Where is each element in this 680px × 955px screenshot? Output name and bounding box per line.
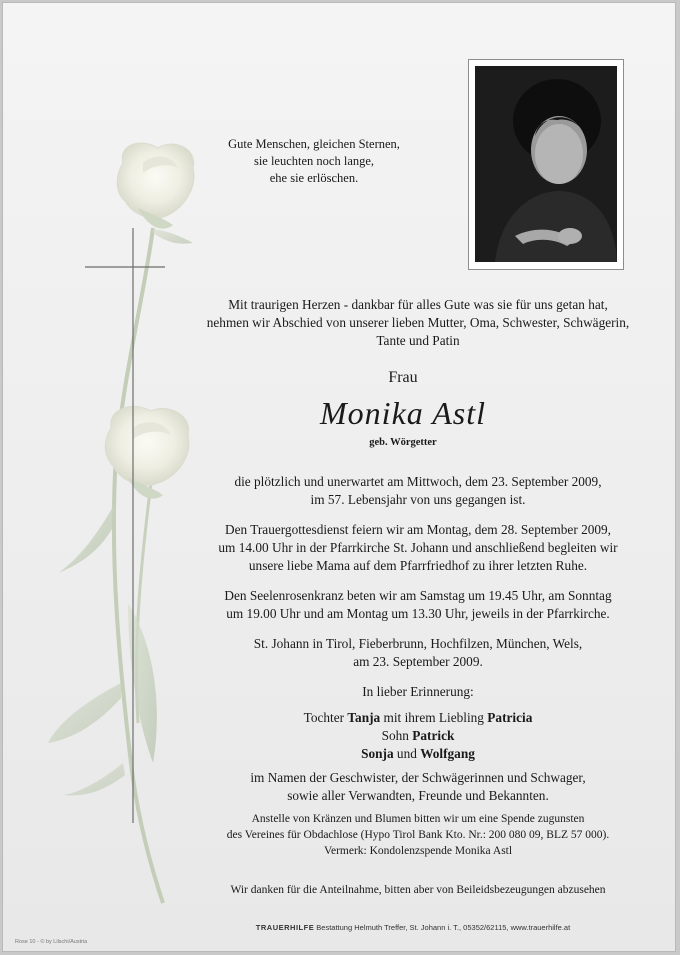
family-list [183, 709, 653, 763]
rosary-line: Den Seelenrosenkranz beten wir am Samstag um 19.45 Uhr, am Sonntag [224, 588, 612, 603]
text: Sohn [381, 728, 413, 743]
text: und [393, 746, 421, 761]
quote-block [203, 136, 425, 187]
undertaker-footer [153, 923, 673, 932]
name-wolfgang: Wolfgang [420, 746, 475, 761]
intro-line: Tante und Patin [376, 333, 460, 348]
family-line [183, 745, 653, 763]
intro-line: Mit traurigen Herzen - dankbar für alles Gute was sie für uns getan hat, [228, 297, 608, 312]
deceased-name: Monika Astl [320, 395, 486, 431]
maiden-name: geb. Wörgetter [369, 437, 437, 448]
memory-heading: In lieber Erinnerung: [362, 684, 474, 699]
name-patricia: Patricia [487, 710, 533, 725]
death-line: die plötzlich und unerwartet am Mittwoch, dem 23. September 2009, [234, 474, 602, 489]
obituary-sheet [3, 3, 675, 951]
relatives-line: sowie aller Verwandten, Freunde und Bekannten. [287, 788, 549, 803]
image-credit: Rose 10 - © by Lilschi/Austria [15, 939, 88, 945]
name-sonja: Sonja [361, 746, 394, 761]
text: Tochter [303, 710, 348, 725]
footer-brand: TRAUERHILFE [255, 923, 315, 932]
rosary-info [183, 587, 653, 623]
portrait-photo [475, 66, 617, 262]
name-tanja: Tanja [347, 710, 381, 725]
salutation: Frau [388, 369, 418, 386]
name-patrick: Patrick [412, 728, 455, 743]
rosary-line: um 19.00 Uhr und am Montag um 13.30 Uhr, jeweils in der Pfarrkirche. [226, 606, 610, 621]
intro-line: nehmen wir Abschied von unserer lieben Mutter, Oma, Schwester, Schwägerin, [206, 315, 630, 330]
quote-line: Gute Menschen, gleichen Sternen, [228, 137, 400, 151]
donation-line: Vermerk: Kondolenzspende Monika Astl [323, 845, 513, 857]
family-line [183, 709, 653, 727]
family-line [183, 727, 653, 745]
funeral-service [183, 521, 653, 575]
service-line: unsere liebe Mama auf dem Pfarrfriedhof zu ihrer letzten Ruhe. [248, 558, 588, 573]
portrait-image [475, 66, 617, 262]
lower-rose-icon [105, 406, 189, 498]
relatives-line: im Namen der Geschwister, der Schwägerinnen und Schwager, [250, 770, 586, 785]
donation-request [183, 811, 653, 859]
place-line: St. Johann in Tirol, Fieberbrunn, Hochfilzen, München, Wels, [253, 636, 583, 651]
death-notice [183, 473, 653, 509]
death-line: im 57. Lebensjahr von uns gegangen ist. [310, 492, 526, 507]
donation-line: des Vereines für Obdachlose (Hypo Tirol Bank Kto. Nr.: 200 080 09, BLZ 57 000). [226, 829, 610, 841]
donation-line: Anstelle von Kränzen und Blumen bitten wir um eine Spende zugunsten [251, 813, 585, 825]
footer-text: Bestattung Helmuth Treffer, St. Johann i. T., 05352/62115, www.trauerhilfe.at [314, 923, 571, 932]
intro-text [183, 296, 653, 350]
service-line: um 14.00 Uhr in der Pfarrkirche St. Johann und anschließend begleiten wir [218, 540, 618, 555]
service-line: Den Trauergottesdienst feiern wir am Montag, dem 28. September 2009, [224, 522, 612, 537]
thanks-text: Wir danken für die Anteilnahme, bitten aber von Beileidsbezeugungen abzusehen [230, 884, 606, 896]
portrait-frame [468, 59, 624, 270]
place-line: am 23. September 2009. [353, 654, 483, 669]
relatives-text [183, 769, 653, 805]
text: mit ihrem Liebling [380, 710, 488, 725]
quote-line: sie leuchten noch lange, [253, 154, 375, 168]
upper-rose-icon [117, 143, 194, 229]
place-date [183, 635, 653, 671]
quote-line: ehe sie erlöschen. [269, 171, 359, 185]
